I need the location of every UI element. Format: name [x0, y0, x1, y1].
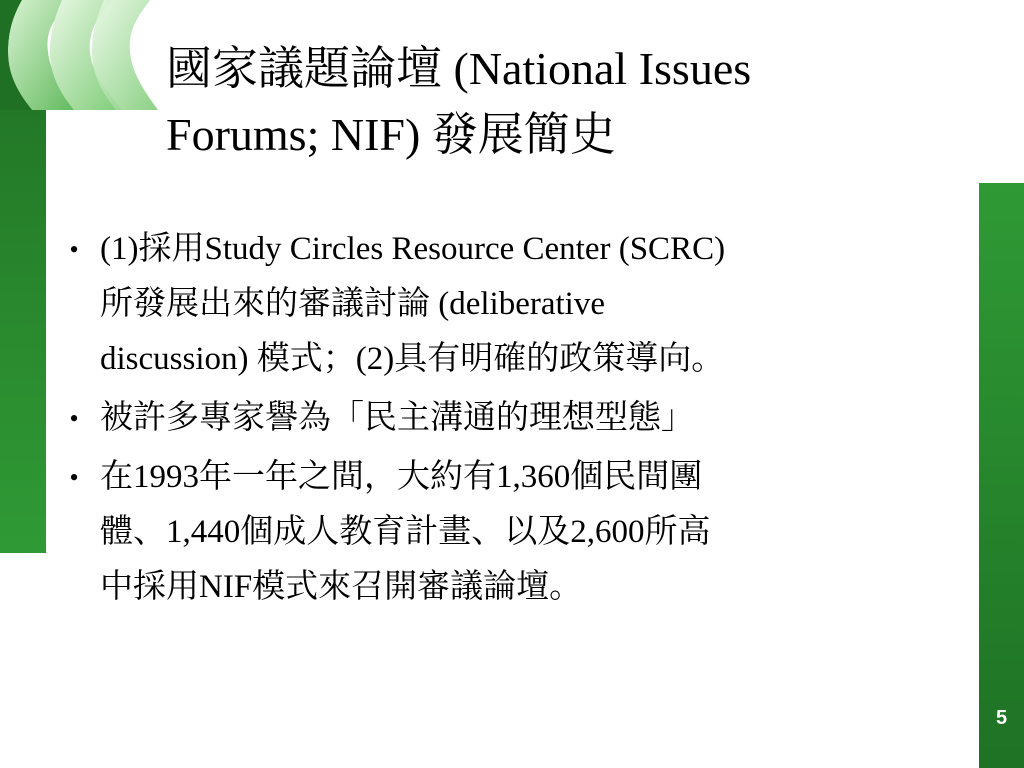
bullet-2-line-1: 被許多專家譽為「民主溝通的理想型態」 [100, 400, 694, 436]
bullet-dot-icon: • [69, 463, 79, 492]
title-line-2: Forums; NIF) 發展簡史 [166, 109, 616, 160]
bullet-item-2 [62, 391, 967, 446]
bullet-item-3 [62, 450, 967, 615]
bullet-dot-icon: • [69, 235, 79, 264]
title-line-1: 國家議題論壇 (National Issues [166, 43, 752, 94]
slide-number: 5 [995, 707, 1008, 729]
bullet-item-1 [62, 222, 967, 387]
decorative-ribbon-graphic [0, 0, 160, 110]
bullet-1-line-3: discussion) 模式；(2)具有明確的政策導向。 [100, 341, 725, 377]
bullet-list [62, 222, 967, 619]
bullet-1-line-2: 所發展出來的審議討論 (deliberative [100, 286, 605, 322]
bullet-1-line-1: (1)採用Study Circles Resource Center (SCRC) [100, 231, 726, 267]
slide-title [166, 36, 966, 168]
bullet-3-line-1: 在1993年一年之間，大約有1,360個民間團 [100, 459, 703, 495]
bullet-dot-icon: • [69, 404, 79, 433]
right-green-bar [979, 183, 1024, 768]
bullet-3-line-3: 中採用NIF模式來召開審議論壇。 [100, 569, 583, 605]
bullet-3-line-2: 體、1,440個成人教育計畫、以及2,600所高 [100, 514, 711, 550]
